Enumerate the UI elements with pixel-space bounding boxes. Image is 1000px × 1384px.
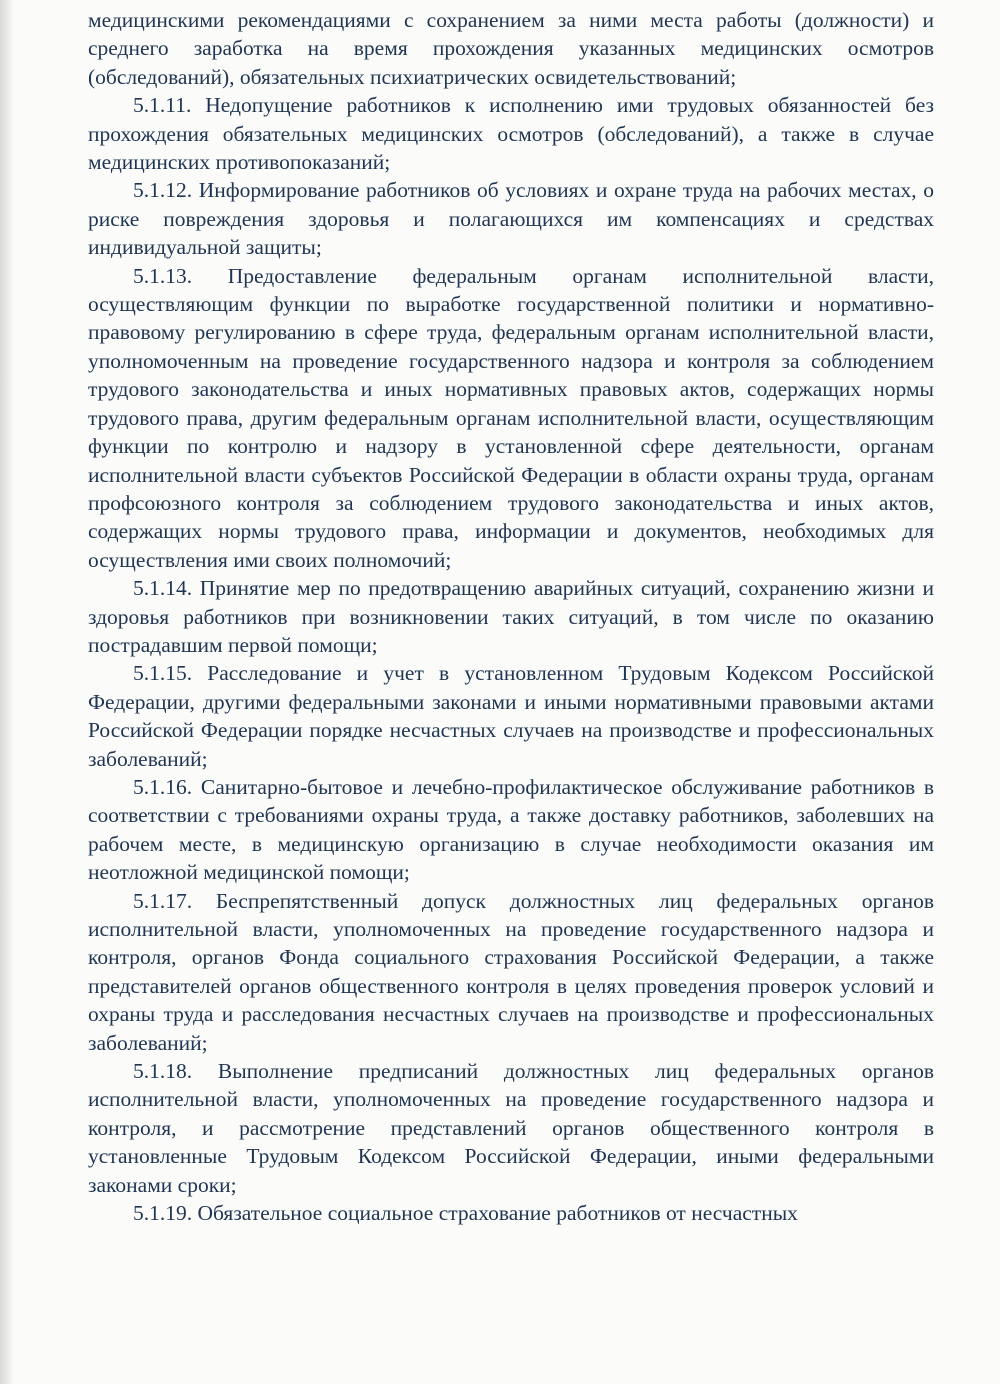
scan-page-edge xyxy=(0,0,14,1384)
paragraph-5-1-12: 5.1.12. Информирование работников об условиях и охране труда на рабочих местах, о риске повреждения здоровья и полагающихся им компенсациях и средствах индивидуальной защиты; xyxy=(88,178,934,260)
document-body xyxy=(88,6,934,1227)
paragraph-5-1-18: 5.1.18. Выполнение предписаний должностных лиц федеральных органов исполнительной власти, уполномоченных на проведение государственного надзора и контроля, и рассмотрение представлений органов общественного контроля в установленные Трудовым Кодексом Российской Федерации, иными федеральными законами сроки; xyxy=(88,1059,934,1197)
paragraph-5-1-15: 5.1.15. Расследование и учет в установленном Трудовым Кодексом Российской Федерации, другими федеральными законами и иными нормативными правовыми актами Российской Федерации порядке несчастных случаев на производстве и профессиональных заболеваний; xyxy=(88,661,934,771)
paragraph-5-1-14: 5.1.14. Принятие мер по предотвращению аварийных ситуаций, сохранению жизни и здоровья работников при возникновении таких ситуаций, в том числе по оказанию пострадавшим первой помощи; xyxy=(88,576,934,657)
paragraph-5-1-19: 5.1.19. Обязательное социальное страхование работников от несчастных xyxy=(133,1201,798,1226)
paragraph-5-1-17: 5.1.17. Беспрепятственный допуск должностных лиц федеральных органов исполнительной власти, уполномоченных на проведение государственного надзора и контроля, органов Фонда социального страхования Российской Федерации, а также представителей органов общественного контроля в целях проведения проверок условий и охраны труда и расследования несчастных случаев на производстве и профессиональных заболеваний; xyxy=(88,888,934,1055)
paragraph-5-1-13: 5.1.13. Предоставление федеральным органам исполнительной власти, осуществляющим функции по выработке государственной политики и нормативно-правовому регулированию в сфере труда, федеральным органам исполнительной власти, уполномоченным на проведение государственного надзора и контроля за соблюдением трудового законодательства и иных нормативных правовых актов, содержащих нормы трудового права, другим федеральным органам исполнительной власти, осуществляющим функции по контролю и надзору в установленной сфере деятельности, органам исполнительной власти субъектов Российской Федерации в области охраны труда, органам профсоюзного контроля за соблюдением трудового законодательства и иных актов, содержащих нормы трудового права, информации и документов, необходимых для осуществления ими своих полномочий; xyxy=(88,263,934,572)
paragraph-5-1-16: 5.1.16. Санитарно-бытовое и лечебно-профилактическое обслуживание работников в соответствии с требованиями охраны труда, а также доставку работников, заболевших на рабочем месте, в медицинскую организацию в случае необходимости оказания им неотложной медицинской помощи; xyxy=(88,774,934,885)
paragraph-continuation: медицинскими рекомендациями с сохранением за ними места работы (должности) и среднего заработка на время прохождения указанных медицинских осмотров (обследований), обязательных психиатрических освидетельствований; xyxy=(88,8,934,89)
paragraph-5-1-11: 5.1.11. Недопущение работников к исполнению ими трудовых обязанностей без прохождения обязательных медицинских осмотров (обследований), а также в случае медицинских противопоказаний; xyxy=(88,93,934,175)
